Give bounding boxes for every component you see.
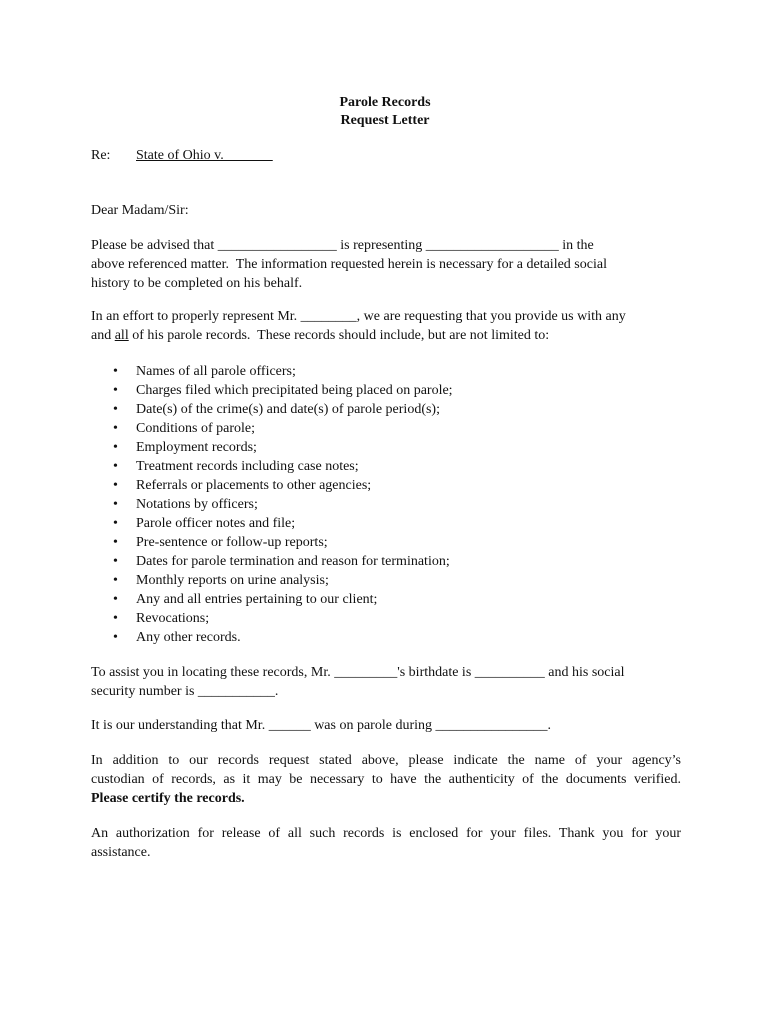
list-item-text: Revocations; xyxy=(136,611,210,626)
paragraph-custodian xyxy=(91,751,681,808)
list-item xyxy=(113,552,453,571)
re-case-name: State of Ohio v. xyxy=(136,148,273,163)
paragraph-line: It is our understanding that Mr. ______ was on parole during ________________. xyxy=(91,718,552,733)
list-item xyxy=(113,381,453,400)
paragraph-line: An authorization for release of all such records is enclosed for your files. Thank you for your xyxy=(91,826,681,841)
bullet-icon: • xyxy=(113,630,118,645)
paragraph-representation xyxy=(91,236,681,293)
list-item xyxy=(113,571,453,590)
list-item xyxy=(113,590,453,609)
bullet-icon: • xyxy=(113,478,118,493)
re-line xyxy=(91,146,273,165)
paragraph-line: security number is ___________. xyxy=(91,684,279,699)
bullet-icon: • xyxy=(113,421,118,436)
paragraph-line: Please be advised that _________________ is representing ___________________ in the xyxy=(91,238,594,253)
list-item xyxy=(113,400,453,419)
list-item xyxy=(113,609,453,628)
list-item xyxy=(113,514,453,533)
certify-request: Please certify the records. xyxy=(91,791,245,806)
paragraph-line: above referenced matter. The information requested herein is necessary for a detailed social xyxy=(91,257,607,272)
list-item-text: Conditions of parole; xyxy=(136,421,255,436)
list-item xyxy=(113,495,453,514)
bullet-icon: • xyxy=(113,535,118,550)
list-item-text: Monthly reports on urine analysis; xyxy=(136,573,329,588)
bullet-icon: • xyxy=(113,516,118,531)
letter-title-line1: Parole Records xyxy=(339,95,431,110)
list-item-text: Pre-sentence or follow-up reports; xyxy=(136,535,328,550)
paragraph-line: In addition to our records request stated above, please indicate the name of your agency’s xyxy=(91,753,681,768)
paragraph-parole-period xyxy=(91,716,681,735)
bullet-icon: • xyxy=(113,611,118,626)
bullet-icon: • xyxy=(113,554,118,569)
list-item xyxy=(113,438,453,457)
list-item xyxy=(113,419,453,438)
letter-title-line2: Request Letter xyxy=(340,113,430,128)
paragraph-line: history to be completed on his behalf. xyxy=(91,276,303,291)
list-item-text: Referrals or placements to other agencies; xyxy=(136,478,372,493)
bullet-icon: • xyxy=(113,383,118,398)
records-list xyxy=(113,362,453,647)
paragraph-identification xyxy=(91,663,681,701)
paragraph-line xyxy=(91,326,681,345)
paragraph-line: custodian of records, as it may be necessary to have the authenticity of the documents verified. xyxy=(91,772,681,787)
list-item xyxy=(113,628,453,647)
list-item-text: Any and all entries pertaining to our client; xyxy=(136,592,378,607)
list-item-text: Employment records; xyxy=(136,440,257,455)
paragraph-line: To assist you in locating these records, Mr. _________'s birthdate is __________ and his social xyxy=(91,665,625,680)
list-item-text: Charges filed which precipitated being placed on parole; xyxy=(136,383,453,398)
paragraph-request xyxy=(91,307,681,345)
bullet-icon: • xyxy=(113,364,118,379)
list-item-text: Any other records. xyxy=(136,630,241,645)
bullet-icon: • xyxy=(113,440,118,455)
list-item-text: Notations by officers; xyxy=(136,497,258,512)
text-fragment: and xyxy=(91,328,115,343)
list-item-text: Dates for parole termination and reason for termination; xyxy=(136,554,450,569)
re-label: Re: xyxy=(91,148,111,163)
list-item xyxy=(113,533,453,552)
bullet-icon: • xyxy=(113,592,118,607)
text-fragment: of his parole records. These records should include, but are not limited to: xyxy=(128,328,550,343)
salutation: Dear Madam/Sir: xyxy=(91,203,189,218)
list-item xyxy=(113,476,453,495)
list-item-text: Treatment records including case notes; xyxy=(136,459,359,474)
list-item-text: Names of all parole officers; xyxy=(136,364,296,379)
bullet-icon: • xyxy=(113,459,118,474)
bullet-icon: • xyxy=(113,497,118,512)
list-item xyxy=(113,362,453,381)
paragraph-line: assistance. xyxy=(91,845,151,860)
underlined-all: all xyxy=(114,328,129,343)
paragraph-line: In an effort to properly represent Mr. ________, we are requesting that you provide us with any xyxy=(91,309,626,324)
bullet-icon: • xyxy=(113,402,118,417)
list-item-text: Parole officer notes and file; xyxy=(136,516,296,531)
list-item-text: Date(s) of the crime(s) and date(s) of parole period(s); xyxy=(136,402,440,417)
list-item xyxy=(113,457,453,476)
bullet-icon: • xyxy=(113,573,118,588)
paragraph-authorization xyxy=(91,824,681,862)
